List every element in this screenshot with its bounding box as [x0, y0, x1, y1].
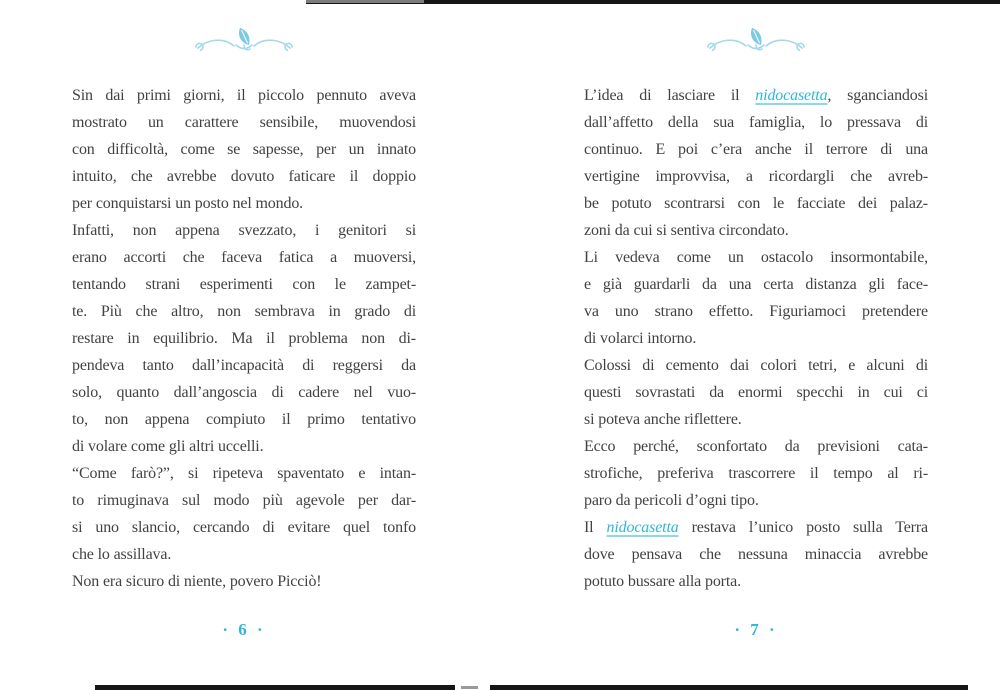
text-segment: solo, quanto dall’angoscia di cadere nel vuo- — [72, 384, 416, 401]
text-segment: vertigine improvvisa, a ricordargli che avreb- — [584, 168, 928, 185]
text-line — [584, 568, 928, 595]
text-segment: L’idea di lasciare il — [584, 87, 756, 104]
text-line — [72, 244, 416, 271]
text-line — [584, 433, 928, 460]
text-segment: che lo assillava. — [72, 546, 172, 563]
text-line — [72, 82, 416, 109]
text-segment: con difficoltà, come se sapesse, per un innato — [72, 141, 416, 158]
text-line — [584, 325, 928, 352]
text-line — [72, 109, 416, 136]
text-line — [584, 406, 928, 433]
page-number — [72, 620, 416, 640]
text-line — [72, 433, 416, 460]
text-line — [72, 217, 416, 244]
text-segment: tentando strani esperimenti con le zampet- — [72, 276, 416, 293]
text-segment: dall’affetto della sua famiglia, lo pressava di — [584, 114, 928, 131]
text-segment: di volarci intorno. — [584, 330, 697, 347]
text-segment: e già guardarli da una certa distanza gli face- — [584, 276, 928, 293]
text-line — [584, 82, 928, 109]
feather-flourish-icon — [184, 26, 304, 58]
text-segment: va uno strano effetto. Figuriamoci pretendere — [584, 303, 928, 320]
text-segment: questi sovrastati da enormi specchi in cui ci — [584, 384, 928, 401]
text-segment: continuo. E poi c’era anche il terrore di una — [584, 141, 928, 158]
page-text — [72, 82, 416, 595]
text-line — [72, 136, 416, 163]
text-line — [72, 568, 416, 595]
text-line — [584, 109, 928, 136]
text-line — [72, 298, 416, 325]
scan-edge-bottom-mark — [461, 686, 478, 689]
text-line — [584, 379, 928, 406]
text-line — [72, 325, 416, 352]
text-segment: restava l’unico posto sulla Terra — [678, 519, 928, 536]
nidocasetta-highlight: nidocasetta — [755, 87, 828, 104]
nidocasetta-highlight: nidocasetta — [606, 519, 679, 536]
text-line — [584, 163, 928, 190]
text-segment: restare in equilibrio. Ma il problema non di- — [72, 330, 416, 347]
text-line — [72, 352, 416, 379]
page-number-label: · 7 · — [734, 620, 778, 639]
text-segment: Colossi di cemento dai colori tetri, e alcuni di — [584, 357, 928, 374]
text-line — [584, 487, 928, 514]
page-number-label: · 6 · — [222, 620, 266, 639]
text-line — [72, 406, 416, 433]
text-segment: Li vedeva come un ostacolo insormontabile, — [584, 249, 928, 266]
text-segment: paro da pericoli d’ogni tipo. — [584, 492, 759, 509]
text-segment: si uno slancio, cercando di evitare quel tonfo — [72, 519, 416, 536]
text-segment: Non era sicuro di niente, povero Picciò! — [72, 573, 322, 590]
text-line — [72, 514, 416, 541]
text-segment: Ecco perché, sconfortato da previsioni cata- — [584, 438, 928, 455]
text-segment: Sin dai primi giorni, il piccolo pennuto aveva — [72, 87, 416, 104]
text-segment: Il — [584, 519, 607, 536]
page-right — [584, 0, 928, 690]
text-segment: “Come farò?”, si ripeteva spaventato e intan- — [72, 465, 416, 482]
text-line — [584, 514, 928, 541]
feather-flourish-icon — [696, 26, 816, 58]
text-segment: be potuto scontrarsi con le facciate dei palaz- — [584, 195, 928, 212]
text-segment: intuito, che avrebbe dovuto faticare il doppio — [72, 168, 416, 185]
text-segment: Infatti, non appena svezzato, i genitori si — [72, 222, 416, 239]
text-line — [584, 271, 928, 298]
text-segment: pendeva tanto dall’incapacità di reggersi da — [72, 357, 416, 374]
text-segment: erano accorti che faceva fatica a muoversi, — [72, 249, 416, 266]
text-line — [72, 541, 416, 568]
text-line — [584, 298, 928, 325]
text-segment: te. Più che altro, non sembrava in grado di — [72, 303, 416, 320]
text-line — [584, 352, 928, 379]
text-line — [584, 136, 928, 163]
page-text — [584, 82, 928, 595]
text-line — [584, 217, 928, 244]
text-segment: dove pensava che nessuna minaccia avrebbe — [584, 546, 928, 563]
text-segment: mostrato un carattere sensibile, muovendosi — [72, 114, 416, 131]
page-number — [584, 620, 928, 640]
text-line — [584, 541, 928, 568]
text-segment: si poteva anche riflettere. — [584, 411, 742, 428]
text-line — [72, 271, 416, 298]
text-line — [584, 460, 928, 487]
text-line — [72, 460, 416, 487]
text-line — [72, 190, 416, 217]
text-segment: , sganciandosi — [827, 87, 928, 104]
text-line — [72, 379, 416, 406]
text-line — [72, 487, 416, 514]
text-line — [584, 190, 928, 217]
text-line — [72, 163, 416, 190]
text-line — [584, 244, 928, 271]
text-segment: to, non appena compiuto il primo tentativo — [72, 411, 416, 428]
text-segment: per conquistarsi un posto nel mondo. — [72, 195, 304, 212]
text-segment: di volare come gli altri uccelli. — [72, 438, 264, 455]
text-segment: to rimuginava sul modo più agevole per dar- — [72, 492, 416, 509]
page-left — [72, 0, 416, 690]
text-segment: zoni da cui si sentiva circondato. — [584, 222, 789, 239]
text-segment: strofiche, preferiva trascorrere il tempo al ri- — [584, 465, 928, 482]
text-segment: potuto bussare alla porta. — [584, 573, 741, 590]
